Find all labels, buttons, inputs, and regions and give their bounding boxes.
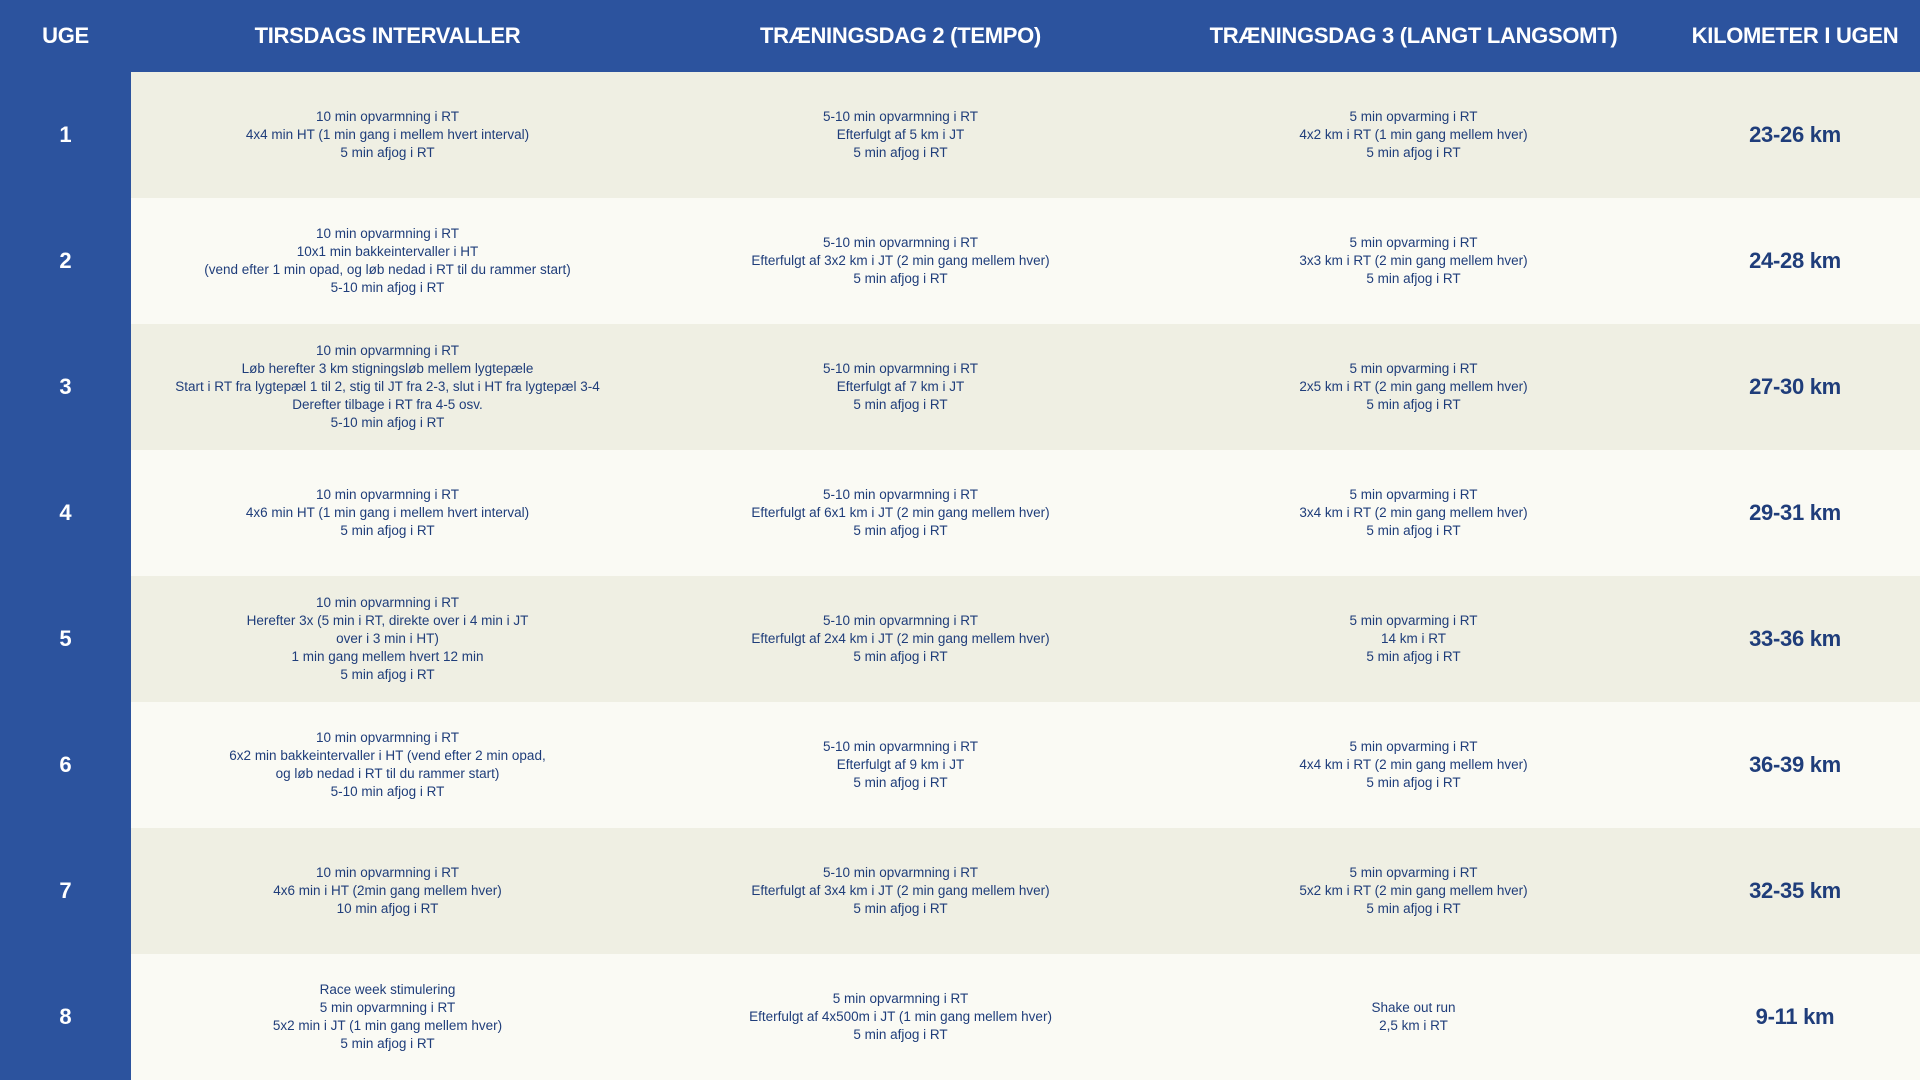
cell-line: 5 min afjog i RT xyxy=(1366,775,1461,790)
cell-line: Efterfulgt af 3x4 km i JT (2 min gang mellem hver) xyxy=(751,883,1050,898)
cell-line: 5 min afjog i RT xyxy=(340,1036,435,1051)
cell-line: 5 min opvarming i RT xyxy=(1349,865,1478,880)
cell-line: 5 min afjog i RT xyxy=(853,145,948,160)
cell-line: Herefter 3x (5 min i RT, direkte over i 4 min i JT xyxy=(246,613,529,628)
cell-line: 10 min afjog i RT xyxy=(336,901,439,916)
table-header xyxy=(0,0,1920,72)
tempo-cell xyxy=(644,828,1157,954)
tempo-cell xyxy=(644,72,1157,198)
header-weekly-km: KILOMETER I UGEN xyxy=(1691,23,1899,48)
cell-line: 5-10 min opvarmning i RT xyxy=(822,361,979,376)
table-row xyxy=(0,450,1920,576)
cell-line: 4x6 min HT (1 min gang i mellem hvert interval) xyxy=(245,505,530,520)
weekly-km: 36-39 km xyxy=(1749,752,1841,777)
cell-line: Race week stimulering xyxy=(319,982,456,997)
cell-line: 10 min opvarmning i RT xyxy=(315,730,460,745)
cell-line: 5 min afjog i RT xyxy=(853,397,948,412)
week-number: 8 xyxy=(0,954,131,1080)
tempo-cell xyxy=(644,954,1157,1080)
header-tempo: TRÆNINGSDAG 2 (TEMPO) xyxy=(760,23,1041,48)
cell-line: 10 min opvarmning i RT xyxy=(315,226,460,241)
weekly-km: 9-11 km xyxy=(1755,1004,1835,1029)
cell-line: 5 min afjog i RT xyxy=(853,523,948,538)
table-row xyxy=(0,576,1920,702)
cell-line: 5-10 min afjog i RT xyxy=(330,784,445,799)
tempo-cell xyxy=(644,576,1157,702)
intervals-cell xyxy=(131,198,644,324)
long-run-cell xyxy=(1157,324,1670,450)
table-row xyxy=(0,828,1920,954)
cell-line: 5x2 km i RT (2 min gang mellem hver) xyxy=(1299,883,1528,898)
cell-line: 4x6 min i HT (2min gang mellem hver) xyxy=(273,883,502,898)
cell-line: og løb nedad i RT til du rammer start) xyxy=(275,766,500,781)
cell-line: Efterfulgt af 7 km i JT xyxy=(836,379,965,394)
intervals-cell xyxy=(131,324,644,450)
table-row xyxy=(0,72,1920,198)
long-run-cell xyxy=(1157,702,1670,828)
cell-line: 5 min opvarmning i RT xyxy=(319,1000,456,1015)
week-number: 1 xyxy=(0,72,131,198)
week-number: 7 xyxy=(0,828,131,954)
cell-line: 5 min opvarming i RT xyxy=(1349,235,1478,250)
row-body xyxy=(131,198,1920,324)
cell-line: 1 min gang mellem hvert 12 min xyxy=(291,649,484,664)
row-body xyxy=(131,576,1920,702)
cell-line: Start i RT fra lygtepæl 1 til 2, stig til JT fra 2-3, slut i HT fra lygtepæl 3-4 xyxy=(175,379,600,394)
weekly-km: 24-28 km xyxy=(1749,248,1841,273)
cell-line: 10 min opvarmning i RT xyxy=(315,109,460,124)
cell-line: 5x2 min i JT (1 min gang mellem hver) xyxy=(272,1018,503,1033)
intervals-cell xyxy=(131,72,644,198)
tempo-cell xyxy=(644,324,1157,450)
cell-line: 5 min afjog i RT xyxy=(340,667,435,682)
cell-line: Efterfulgt af 9 km i JT xyxy=(836,757,965,772)
intervals-cell xyxy=(131,576,644,702)
cell-line: 6x2 min bakkeintervaller i HT (vend efter 2 min opad, xyxy=(229,748,546,763)
weekly-km: 32-35 km xyxy=(1749,878,1841,903)
cell-line: 10x1 min bakkeintervaller i HT xyxy=(296,244,479,259)
cell-line: 5-10 min opvarmning i RT xyxy=(822,487,979,502)
cell-line: 5 min afjog i RT xyxy=(1366,649,1461,664)
cell-line: 10 min opvarmning i RT xyxy=(315,595,460,610)
cell-line: Efterfulgt af 2x4 km i JT (2 min gang mellem hver) xyxy=(751,631,1050,646)
weekly-km: 27-30 km xyxy=(1749,374,1841,399)
cell-line: 5 min afjog i RT xyxy=(853,1027,948,1042)
long-run-cell xyxy=(1157,576,1670,702)
cell-line: 14 km i RT xyxy=(1380,631,1446,646)
cell-line: 4x4 min HT (1 min gang i mellem hvert interval) xyxy=(245,127,530,142)
intervals-cell xyxy=(131,450,644,576)
cell-line: 10 min opvarmning i RT xyxy=(315,487,460,502)
cell-line: 2x5 km i RT (2 min gang mellem hver) xyxy=(1299,379,1528,394)
long-run-cell xyxy=(1157,198,1670,324)
cell-line: 5 min afjog i RT xyxy=(1366,523,1461,538)
cell-line: over i 3 min i HT) xyxy=(336,631,439,646)
cell-line: 5 min afjog i RT xyxy=(1366,271,1461,286)
cell-line: 5-10 min opvarmning i RT xyxy=(822,613,979,628)
row-body xyxy=(131,702,1920,828)
week-number: 3 xyxy=(0,324,131,450)
cell-line: 5 min opvarming i RT xyxy=(1349,487,1478,502)
intervals-cell xyxy=(131,954,644,1080)
row-body xyxy=(131,72,1920,198)
cell-line: 5 min afjog i RT xyxy=(340,523,435,538)
long-run-cell xyxy=(1157,72,1670,198)
cell-line: 2,5 km i RT xyxy=(1379,1018,1448,1033)
cell-line: 5 min afjog i RT xyxy=(1366,397,1461,412)
table-row xyxy=(0,702,1920,828)
cell-line: 4x4 km i RT (2 min gang mellem hver) xyxy=(1299,757,1528,772)
cell-line: Shake out run xyxy=(1371,1000,1456,1015)
row-body xyxy=(131,828,1920,954)
cell-line: 5 min afjog i RT xyxy=(853,775,948,790)
table-row xyxy=(0,954,1920,1080)
cell-line: 5 min afjog i RT xyxy=(1366,145,1461,160)
weekly-km: 23-26 km xyxy=(1749,122,1841,147)
week-number: 5 xyxy=(0,576,131,702)
header-intervals: TIRSDAGS INTERVALLER xyxy=(254,23,521,48)
cell-line: 5 min afjog i RT xyxy=(853,649,948,664)
week-number: 6 xyxy=(0,702,131,828)
row-body xyxy=(131,324,1920,450)
tempo-cell xyxy=(644,198,1157,324)
week-number: 2 xyxy=(0,198,131,324)
tempo-cell xyxy=(644,702,1157,828)
header-week: UGE xyxy=(42,23,89,48)
week-number: 4 xyxy=(0,450,131,576)
cell-line: 5 min opvarming i RT xyxy=(1349,739,1478,754)
weekly-km: 33-36 km xyxy=(1749,626,1841,651)
cell-line: 5-10 min afjog i RT xyxy=(330,415,445,430)
cell-line: 5 min afjog i RT xyxy=(853,271,948,286)
cell-line: 3x3 km i RT (2 min gang mellem hver) xyxy=(1299,253,1528,268)
cell-line: 5 min afjog i RT xyxy=(340,145,435,160)
table-row xyxy=(0,324,1920,450)
cell-line: 5-10 min opvarmning i RT xyxy=(822,235,979,250)
cell-line: 5 min opvarming i RT xyxy=(1349,361,1478,376)
long-run-cell xyxy=(1157,954,1670,1080)
cell-line: 3x4 km i RT (2 min gang mellem hver) xyxy=(1299,505,1528,520)
long-run-cell xyxy=(1157,450,1670,576)
tempo-cell xyxy=(644,450,1157,576)
cell-line: 5-10 min opvarmning i RT xyxy=(822,865,979,880)
cell-line: 5-10 min afjog i RT xyxy=(330,280,445,295)
row-body xyxy=(131,450,1920,576)
header-long-run: TRÆNINGSDAG 3 (LANGT LANGSOMT) xyxy=(1209,23,1618,48)
cell-line: 5-10 min opvarmning i RT xyxy=(822,739,979,754)
cell-line: Løb herefter 3 km stigningsløb mellem lygtepæle xyxy=(241,361,534,376)
cell-line: Derefter tilbage i RT fra 4-5 osv. xyxy=(292,397,483,412)
cell-line: 4x2 km i RT (1 min gang mellem hver) xyxy=(1299,127,1528,142)
cell-line: 10 min opvarmning i RT xyxy=(315,343,460,358)
cell-line: Efterfulgt af 3x2 km i JT (2 min gang mellem hver) xyxy=(751,253,1050,268)
long-run-cell xyxy=(1157,828,1670,954)
table-row xyxy=(0,198,1920,324)
table-body xyxy=(0,72,1920,1080)
cell-line: 10 min opvarmning i RT xyxy=(315,865,460,880)
intervals-cell xyxy=(131,702,644,828)
cell-line: Efterfulgt af 6x1 km i JT (2 min gang mellem hver) xyxy=(751,505,1050,520)
row-body xyxy=(131,954,1920,1080)
cell-line: Efterfulgt af 4x500m i JT (1 min gang mellem hver) xyxy=(749,1009,1052,1024)
cell-line: 5 min afjog i RT xyxy=(853,901,948,916)
cell-line: 5 min opvarming i RT xyxy=(1349,613,1478,628)
intervals-cell xyxy=(131,828,644,954)
cell-line: Efterfulgt af 5 km i JT xyxy=(836,127,965,142)
cell-line: 5 min opvarmning i RT xyxy=(832,991,969,1006)
cell-line: 5 min opvarming i RT xyxy=(1349,109,1478,124)
cell-line: (vend efter 1 min opad, og løb nedad i RT til du rammer start) xyxy=(204,262,571,277)
weekly-km: 29-31 km xyxy=(1749,500,1841,525)
cell-line: 5-10 min opvarmning i RT xyxy=(822,109,979,124)
cell-line: 5 min afjog i RT xyxy=(1366,901,1461,916)
